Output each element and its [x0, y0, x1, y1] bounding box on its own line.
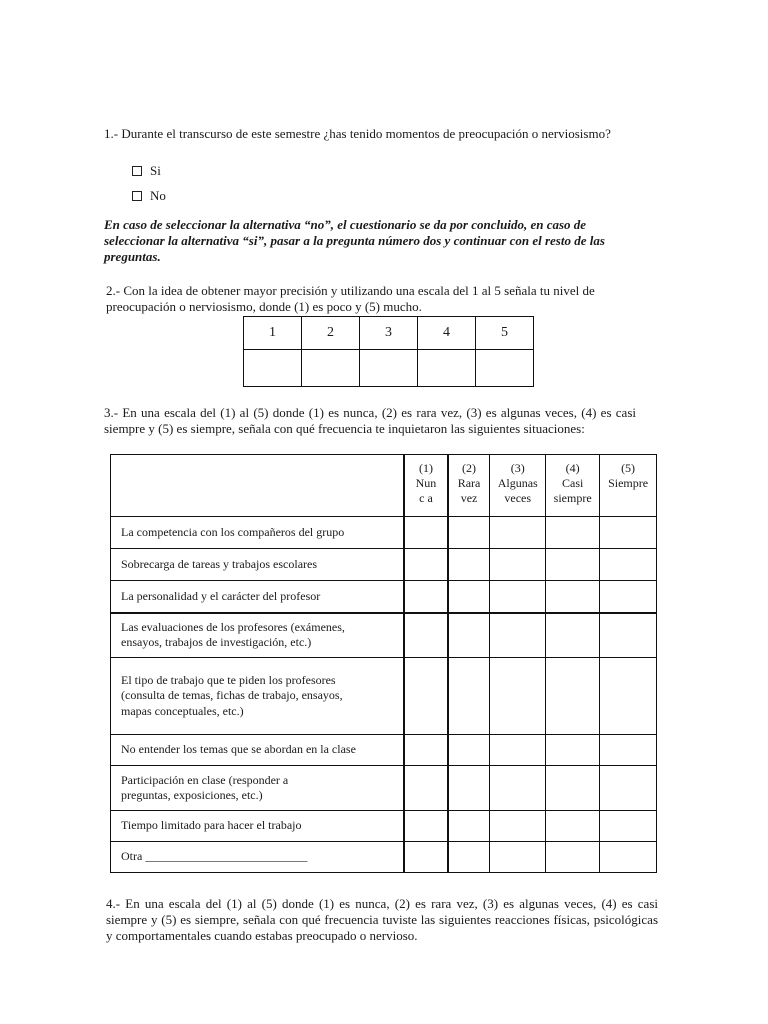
checkbox-si[interactable] — [132, 166, 142, 176]
answer-cell[interactable] — [404, 581, 448, 613]
question-4-text: 4.- En una escala del (1) al (5) donde (1) es nunca, (2) es rara vez, (3) es algunas veces, (4) es casi siempre y (5) es siempre, señala con qué frecuencia tuviste las siguientes reacciones físicas, psicológicas y comportamentales cuando estabas preocupado o nervioso. — [106, 896, 658, 943]
answer-cell[interactable] — [490, 735, 546, 766]
answer-cell[interactable] — [600, 811, 657, 842]
answer-cell[interactable] — [404, 658, 448, 735]
answer-cell[interactable] — [546, 581, 600, 613]
answer-cell[interactable] — [404, 842, 448, 873]
answer-cell[interactable] — [600, 549, 657, 581]
answer-cell[interactable] — [448, 549, 490, 581]
table-row — [111, 613, 657, 658]
scale-table — [243, 316, 534, 387]
answer-cell[interactable] — [546, 842, 600, 873]
situation-label — [111, 613, 405, 658]
frequency-header-row — [111, 455, 657, 517]
answer-cell[interactable] — [448, 581, 490, 613]
situation-label: La personalidad y el carácter del profesor — [111, 581, 405, 613]
answer-cell[interactable] — [404, 517, 448, 549]
header-col-2-num: (2) — [462, 461, 477, 475]
table-row — [111, 658, 657, 735]
scale-label-1: 1 — [244, 317, 302, 350]
option-no-label: No — [150, 188, 166, 203]
answer-cell[interactable] — [546, 735, 600, 766]
answer-cell[interactable] — [490, 581, 546, 613]
answer-cell[interactable] — [404, 766, 448, 811]
situation-label-text: Participación en clase (responder a preguntas, exposiciones, etc.) — [121, 772, 289, 802]
scale-cell-2[interactable] — [302, 350, 360, 387]
header-col-1-num: (1) — [418, 461, 433, 475]
answer-cell[interactable] — [600, 613, 657, 658]
header-col-4-label: Casi siempre — [553, 476, 592, 505]
scale-label-5: 5 — [476, 317, 534, 350]
answer-cell[interactable] — [600, 842, 657, 873]
answer-cell[interactable] — [490, 549, 546, 581]
answer-cell[interactable] — [448, 766, 490, 811]
answer-cell[interactable] — [448, 658, 490, 735]
answer-cell[interactable] — [490, 517, 546, 549]
answer-cell[interactable] — [490, 842, 546, 873]
header-blank — [111, 455, 405, 517]
answer-cell[interactable] — [490, 811, 546, 842]
header-col-4 — [546, 455, 600, 517]
answer-cell[interactable] — [546, 549, 600, 581]
question-2-text: 2.- Con la idea de obtener mayor precisión y utilizando una escala del 1 al 5 señala tu nivel de preocupación o nerviosismo, donde (1) es poco y (5) mucho. — [106, 283, 595, 314]
checkbox-no[interactable] — [132, 191, 142, 201]
header-col-5-label: Siempre — [608, 476, 649, 490]
header-col-2 — [448, 455, 490, 517]
situation-label-text: Las evaluaciones de los profesores (exámenes, ensayos, trabajos de investigación, etc.) — [121, 619, 345, 650]
scale-label-2: 2 — [302, 317, 360, 350]
header-col-3 — [490, 455, 546, 517]
scale-cell-1[interactable] — [244, 350, 302, 387]
answer-cell[interactable] — [448, 735, 490, 766]
scale-label-4: 4 — [418, 317, 476, 350]
answer-cell[interactable] — [404, 549, 448, 581]
scale-cell-5[interactable] — [476, 350, 534, 387]
table-row — [111, 766, 657, 811]
table-row — [111, 811, 657, 842]
answer-cell[interactable] — [448, 613, 490, 658]
answer-cell[interactable] — [448, 842, 490, 873]
answer-cell[interactable] — [490, 658, 546, 735]
option-no[interactable] — [132, 188, 166, 204]
answer-cell[interactable] — [600, 581, 657, 613]
answer-cell[interactable] — [448, 517, 490, 549]
situation-label: La competencia con los compañeros del grupo — [111, 517, 405, 549]
scale-label-3: 3 — [360, 317, 418, 350]
table-row — [111, 549, 657, 581]
table-row — [111, 735, 657, 766]
answer-cell[interactable] — [490, 766, 546, 811]
header-col-3-num: (3) — [510, 461, 525, 475]
answer-cell[interactable] — [546, 613, 600, 658]
answer-cell[interactable] — [600, 517, 657, 549]
option-si[interactable] — [132, 163, 161, 179]
answer-cell[interactable] — [404, 613, 448, 658]
answer-cell[interactable] — [546, 517, 600, 549]
situation-label-text: El tipo de trabajo que te piden los profesores (consulta de temas, fichas de trabajo, ensayos, mapas conceptuales, etc.) — [121, 672, 343, 718]
situation-label — [111, 658, 405, 735]
instruction-note: En caso de seleccionar la alternativa “no”, el cuestionario se da por concluido, en caso de seleccionar la alternativa “si”, pasar a la pregunta número dos y continuar con el resto de las preguntas. — [104, 217, 605, 264]
table-row — [111, 517, 657, 549]
header-col-2-label: Rara vez — [457, 476, 481, 505]
scale-cell-4[interactable] — [418, 350, 476, 387]
answer-cell[interactable] — [448, 811, 490, 842]
option-si-label: Si — [150, 163, 161, 178]
answer-cell[interactable] — [600, 658, 657, 735]
frequency-table — [110, 454, 657, 873]
situation-label: Tiempo limitado para hacer el trabajo — [111, 811, 405, 842]
situation-label-other[interactable]: Otra ___________________________ — [111, 842, 405, 873]
situation-label: Sobrecarga de tareas y trabajos escolares — [111, 549, 405, 581]
header-col-4-num: (4) — [565, 461, 580, 475]
table-row — [111, 581, 657, 613]
header-col-5-num: (5) — [621, 461, 636, 475]
table-row — [111, 842, 657, 873]
answer-cell[interactable] — [404, 811, 448, 842]
answer-cell[interactable] — [600, 735, 657, 766]
situation-label — [111, 766, 405, 811]
answer-cell[interactable] — [490, 613, 546, 658]
answer-cell[interactable] — [546, 766, 600, 811]
answer-cell[interactable] — [546, 811, 600, 842]
answer-cell[interactable] — [546, 658, 600, 735]
answer-cell[interactable] — [600, 766, 657, 811]
scale-cell-3[interactable] — [360, 350, 418, 387]
header-col-3-label: Algunas veces — [497, 476, 538, 505]
question-3-text: 3.- En una escala del (1) al (5) donde (1) es nunca, (2) es rara vez, (3) es algunas veces, (4) es casi siempre y (5) es siempre, señala con qué frecuencia te inquietaron las siguientes situaciones: — [104, 405, 636, 436]
header-col-1 — [404, 455, 448, 517]
answer-cell[interactable] — [404, 735, 448, 766]
header-col-5 — [600, 455, 657, 517]
header-col-1-label: Nunc a — [415, 476, 437, 505]
question-1-text: 1.- Durante el transcurso de este semestre ¿has tenido momentos de preocupación o nerviosismo? — [104, 126, 611, 141]
situation-label: No entender los temas que se abordan en la clase — [111, 735, 405, 766]
